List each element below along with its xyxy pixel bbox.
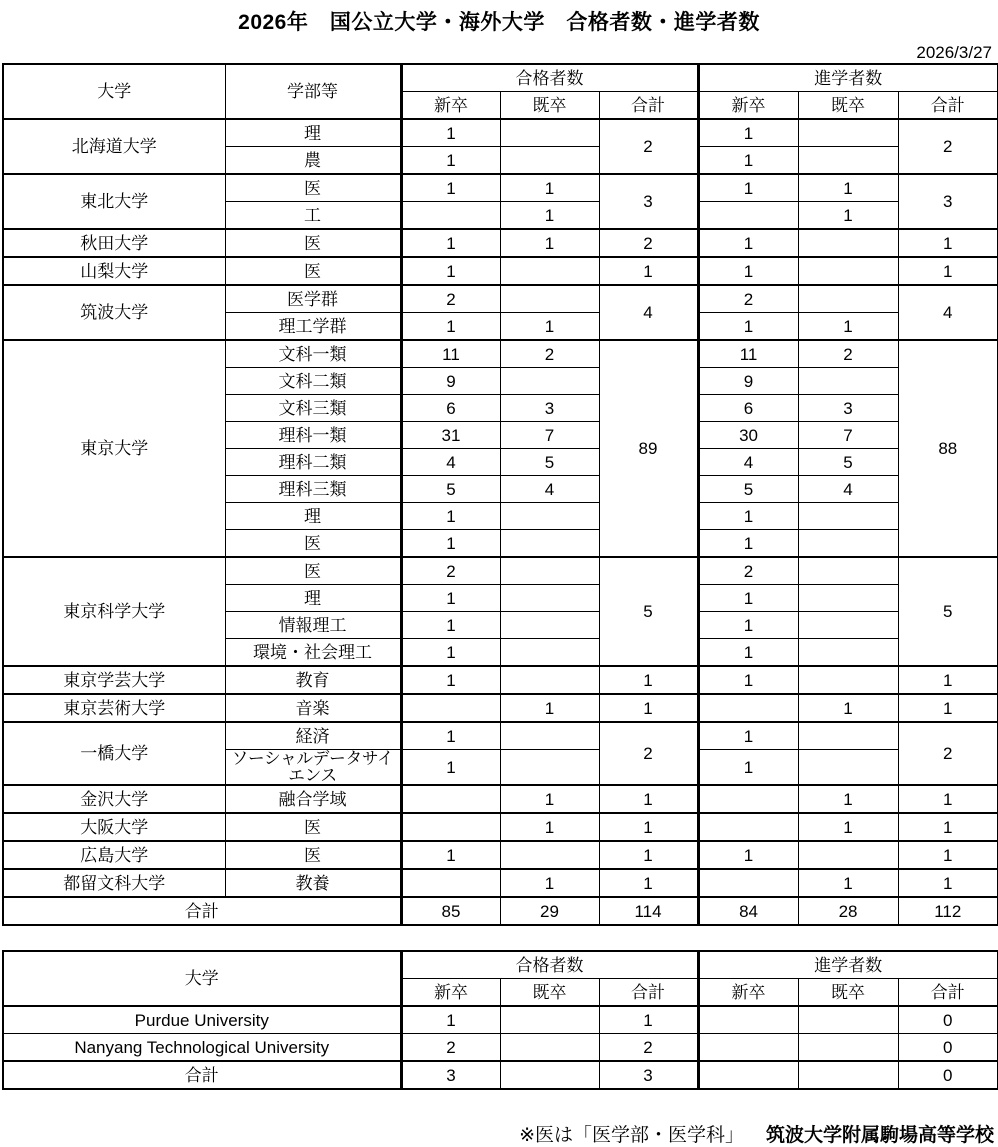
enrolled-past xyxy=(798,639,898,667)
accepted-past: 1 xyxy=(500,313,599,341)
faculty-name: 文科一類 xyxy=(225,340,401,368)
accepted-past xyxy=(500,750,599,786)
header-accepted-past: 既卒 xyxy=(500,92,599,120)
accepted-past xyxy=(500,585,599,612)
accepted-new xyxy=(401,785,500,813)
enrolled-total: 5 xyxy=(898,557,998,666)
university-name: 筑波大学 xyxy=(3,285,225,340)
enrolled-past: 3 xyxy=(798,395,898,422)
enrolled-past xyxy=(798,841,898,869)
accepted-total: 2 xyxy=(599,1034,698,1062)
faculty-name: 工 xyxy=(225,202,401,230)
accepted-new: 9 xyxy=(401,368,500,395)
accepted-new: 5 xyxy=(401,476,500,503)
footnote-note: ※医は「医学部・医学科」 xyxy=(519,1125,744,1147)
accepted-new: 1 xyxy=(401,750,500,786)
table-row xyxy=(3,694,998,722)
table-row xyxy=(3,813,998,841)
enrolled-past: 1 xyxy=(798,313,898,341)
accepted-past: 2 xyxy=(500,340,599,368)
enrolled-new xyxy=(698,869,798,897)
table1-total-row xyxy=(3,897,998,925)
table2-body xyxy=(3,1006,998,1061)
faculty-name: 文科三類 xyxy=(225,395,401,422)
faculty-name: 理 xyxy=(225,585,401,612)
enrolled-total: 1 xyxy=(898,257,998,285)
accepted-new: 2 xyxy=(401,1034,500,1062)
accepted-total: 1 xyxy=(599,869,698,897)
header-accepted-group: 合格者数 xyxy=(401,64,698,92)
accepted-past xyxy=(500,722,599,750)
enrolled-new xyxy=(698,694,798,722)
header-enrolled-total: 合計 xyxy=(898,92,998,120)
header2-accepted-past: 既卒 xyxy=(500,979,599,1007)
accepted-new: 4 xyxy=(401,449,500,476)
enrolled-new: 1 xyxy=(698,841,798,869)
accepted-past xyxy=(500,1006,599,1034)
enrolled-total: 1 xyxy=(898,229,998,257)
enrolled-past: 4 xyxy=(798,476,898,503)
table-spacer xyxy=(0,926,998,950)
accepted-past xyxy=(500,530,599,558)
enrolled-new: 6 xyxy=(698,395,798,422)
enrolled-total: 2 xyxy=(898,722,998,785)
faculty-name: 医 xyxy=(225,174,401,202)
faculty-name: 音楽 xyxy=(225,694,401,722)
enrolled-past xyxy=(798,1006,898,1034)
enrolled-past xyxy=(798,530,898,558)
faculty-name: 教育 xyxy=(225,666,401,694)
accepted-past: 1 xyxy=(500,174,599,202)
accepted-total: 2 xyxy=(599,229,698,257)
table1-foot xyxy=(3,897,998,925)
accepted-new: 1 xyxy=(401,639,500,667)
accepted-total: 3 xyxy=(599,174,698,229)
table-row xyxy=(3,557,998,585)
accepted-past: 7 xyxy=(500,422,599,449)
enrolled-total: 1 xyxy=(898,785,998,813)
enrolled-new: 1 xyxy=(698,503,798,530)
accepted-past xyxy=(500,119,599,147)
enrolled-new: 1 xyxy=(698,722,798,750)
accepted-new xyxy=(401,694,500,722)
enrolled-new: 5 xyxy=(698,476,798,503)
table2-head xyxy=(3,951,998,1006)
accepted-past xyxy=(500,257,599,285)
accepted-past: 1 xyxy=(500,785,599,813)
overseas-universities-table-wrap xyxy=(0,950,998,1090)
faculty-name: 経済 xyxy=(225,722,401,750)
enrolled-past xyxy=(798,257,898,285)
enrolled-past xyxy=(798,368,898,395)
header2-accepted-new: 新卒 xyxy=(401,979,500,1007)
enrolled-new: 1 xyxy=(698,530,798,558)
enrolled-new: 1 xyxy=(698,257,798,285)
table2-header-row-1 xyxy=(3,951,998,979)
accepted-new: 1 xyxy=(401,1006,500,1034)
enrolled-past xyxy=(798,229,898,257)
faculty-name: 理科二類 xyxy=(225,449,401,476)
table-row xyxy=(3,785,998,813)
table1-total-enrolled-new: 84 xyxy=(698,897,798,925)
table2-foot xyxy=(3,1061,998,1089)
university-name: 山梨大学 xyxy=(3,257,225,285)
university-name: 一橋大学 xyxy=(3,722,225,785)
table-row xyxy=(3,340,998,368)
faculty-name: 医 xyxy=(225,229,401,257)
enrolled-new: 1 xyxy=(698,612,798,639)
accepted-total: 1 xyxy=(599,257,698,285)
enrolled-new: 1 xyxy=(698,229,798,257)
table-row xyxy=(3,722,998,750)
enrolled-total: 88 xyxy=(898,340,998,557)
faculty-name: 理 xyxy=(225,503,401,530)
enrolled-past xyxy=(798,722,898,750)
enrolled-total: 1 xyxy=(898,666,998,694)
enrolled-past: 1 xyxy=(798,202,898,230)
accepted-past xyxy=(500,1034,599,1062)
accepted-past: 1 xyxy=(500,694,599,722)
header2-accepted-group: 合格者数 xyxy=(401,951,698,979)
domestic-universities-table-wrap xyxy=(0,63,998,926)
enrolled-total: 0 xyxy=(898,1034,998,1062)
faculty-name: 医 xyxy=(225,557,401,585)
enrolled-past: 1 xyxy=(798,694,898,722)
accepted-new: 1 xyxy=(401,313,500,341)
faculty-name: 医 xyxy=(225,257,401,285)
accepted-past xyxy=(500,666,599,694)
accepted-total: 5 xyxy=(599,557,698,666)
table-row xyxy=(3,285,998,313)
header2-enrolled-past: 既卒 xyxy=(798,979,898,1007)
header2-enrolled-new: 新卒 xyxy=(698,979,798,1007)
table2-total-accepted-total: 3 xyxy=(599,1061,698,1089)
faculty-name: 医学群 xyxy=(225,285,401,313)
accepted-new: 2 xyxy=(401,285,500,313)
table2-total-enrolled-new xyxy=(698,1061,798,1089)
table-row xyxy=(3,666,998,694)
accepted-new: 6 xyxy=(401,395,500,422)
table2-total-label: 合計 xyxy=(3,1061,401,1089)
enrolled-new: 4 xyxy=(698,449,798,476)
enrolled-past xyxy=(798,285,898,313)
university-name: 東京科学大学 xyxy=(3,557,225,666)
table-row xyxy=(3,174,998,202)
table1-total-accepted-past: 29 xyxy=(500,897,599,925)
footnote-school: 筑波大学附属駒場高等学校 xyxy=(765,1125,994,1147)
enrolled-past: 1 xyxy=(798,869,898,897)
accepted-past: 1 xyxy=(500,229,599,257)
accepted-new: 1 xyxy=(401,841,500,869)
accepted-past: 1 xyxy=(500,869,599,897)
header-enrolled-new: 新卒 xyxy=(698,92,798,120)
enrolled-past xyxy=(798,147,898,175)
table1-total-accepted-total: 114 xyxy=(599,897,698,925)
accepted-new: 1 xyxy=(401,530,500,558)
university-name: 東京学芸大学 xyxy=(3,666,225,694)
faculty-name: 理科三類 xyxy=(225,476,401,503)
accepted-past xyxy=(500,503,599,530)
enrolled-total: 2 xyxy=(898,119,998,174)
enrolled-new: 2 xyxy=(698,557,798,585)
accepted-past xyxy=(500,557,599,585)
accepted-total: 2 xyxy=(599,722,698,785)
enrolled-total: 1 xyxy=(898,869,998,897)
accepted-new xyxy=(401,813,500,841)
enrolled-new: 1 xyxy=(698,750,798,786)
accepted-past: 5 xyxy=(500,449,599,476)
university-name: 都留文科大学 xyxy=(3,869,225,897)
enrolled-new: 1 xyxy=(698,119,798,147)
university-name: 東京大学 xyxy=(3,340,225,557)
overseas-universities-table xyxy=(2,950,998,1090)
accepted-total: 1 xyxy=(599,785,698,813)
faculty-name: 融合学域 xyxy=(225,785,401,813)
accepted-past: 1 xyxy=(500,813,599,841)
faculty-name: 文科二類 xyxy=(225,368,401,395)
accepted-past: 3 xyxy=(500,395,599,422)
table-row xyxy=(3,841,998,869)
header-enrolled-group: 進学者数 xyxy=(698,64,998,92)
accepted-total: 4 xyxy=(599,285,698,340)
accepted-past xyxy=(500,841,599,869)
accepted-new: 1 xyxy=(401,666,500,694)
accepted-new: 1 xyxy=(401,174,500,202)
accepted-new: 11 xyxy=(401,340,500,368)
enrolled-total: 1 xyxy=(898,694,998,722)
enrolled-new: 9 xyxy=(698,368,798,395)
accepted-past: 4 xyxy=(500,476,599,503)
enrolled-new: 11 xyxy=(698,340,798,368)
accepted-new xyxy=(401,202,500,230)
report-date: 2026/3/27 xyxy=(916,43,992,63)
table-row xyxy=(3,229,998,257)
accepted-past xyxy=(500,147,599,175)
accepted-new: 2 xyxy=(401,557,500,585)
accepted-total: 2 xyxy=(599,119,698,174)
enrolled-new xyxy=(698,785,798,813)
enrolled-past xyxy=(798,585,898,612)
table2-total-enrolled-past xyxy=(798,1061,898,1089)
table1-header-row-1 xyxy=(3,64,998,92)
enrolled-past: 2 xyxy=(798,340,898,368)
faculty-name: 理 xyxy=(225,119,401,147)
faculty-name: 医 xyxy=(225,530,401,558)
table2-total-row xyxy=(3,1061,998,1089)
table-row xyxy=(3,1034,998,1062)
header2-enrolled-group: 進学者数 xyxy=(698,951,998,979)
accepted-past xyxy=(500,612,599,639)
header-accepted-total: 合計 xyxy=(599,92,698,120)
table1-total-label: 合計 xyxy=(3,897,401,925)
table2-total-accepted-past xyxy=(500,1061,599,1089)
enrolled-new xyxy=(698,202,798,230)
university: Nanyang Technological University xyxy=(3,1034,401,1062)
faculty-name: ソーシャルデータサイエンス xyxy=(227,750,399,786)
header-accepted-new: 新卒 xyxy=(401,92,500,120)
enrolled-new: 1 xyxy=(698,666,798,694)
faculty-name: 医 xyxy=(225,841,401,869)
accepted-new: 1 xyxy=(401,503,500,530)
enrolled-past: 5 xyxy=(798,449,898,476)
header2-university: 大学 xyxy=(3,951,401,1006)
enrolled-new: 1 xyxy=(698,313,798,341)
table2-total-enrolled-total: 0 xyxy=(898,1061,998,1089)
table1-total-accepted-new: 85 xyxy=(401,897,500,925)
enrolled-new: 1 xyxy=(698,585,798,612)
enrolled-total: 1 xyxy=(898,813,998,841)
page-title: 2026年 国公立大学・海外大学 合格者数・進学者数 xyxy=(238,11,760,34)
enrolled-total: 3 xyxy=(898,174,998,229)
accepted-new: 1 xyxy=(401,229,500,257)
domestic-universities-table xyxy=(2,63,998,926)
enrolled-past xyxy=(798,612,898,639)
enrolled-past: 1 xyxy=(798,174,898,202)
accepted-new: 1 xyxy=(401,147,500,175)
enrolled-past xyxy=(798,750,898,786)
university-name: 東北大学 xyxy=(3,174,225,229)
faculty-name: 理科一類 xyxy=(225,422,401,449)
university-name: 金沢大学 xyxy=(3,785,225,813)
header-enrolled-past: 既卒 xyxy=(798,92,898,120)
enrolled-past: 1 xyxy=(798,785,898,813)
table2-total-accepted-new: 3 xyxy=(401,1061,500,1089)
enrolled-new xyxy=(698,1034,798,1062)
enrolled-past xyxy=(798,1034,898,1062)
accepted-past xyxy=(500,368,599,395)
header2-accepted-total: 合計 xyxy=(599,979,698,1007)
accepted-new: 1 xyxy=(401,612,500,639)
enrolled-new: 1 xyxy=(698,174,798,202)
accepted-new: 1 xyxy=(401,585,500,612)
table1-body xyxy=(3,119,998,897)
enrolled-total: 1 xyxy=(898,841,998,869)
enrolled-past xyxy=(798,119,898,147)
university-name: 北海道大学 xyxy=(3,119,225,174)
header2-enrolled-total: 合計 xyxy=(898,979,998,1007)
university-name: 大阪大学 xyxy=(3,813,225,841)
accepted-total: 1 xyxy=(599,694,698,722)
enrolled-new: 1 xyxy=(698,639,798,667)
faculty-name: 情報理工 xyxy=(225,612,401,639)
table1-total-enrolled-total: 112 xyxy=(898,897,998,925)
accepted-new xyxy=(401,869,500,897)
accepted-total: 1 xyxy=(599,1006,698,1034)
enrolled-new: 2 xyxy=(698,285,798,313)
enrolled-new xyxy=(698,1006,798,1034)
enrolled-total: 0 xyxy=(898,1006,998,1034)
enrolled-new: 30 xyxy=(698,422,798,449)
enrolled-past xyxy=(798,503,898,530)
accepted-new: 31 xyxy=(401,422,500,449)
header-university: 大学 xyxy=(3,64,225,119)
enrolled-total: 4 xyxy=(898,285,998,340)
enrolled-new xyxy=(698,813,798,841)
accepted-total: 1 xyxy=(599,813,698,841)
university-name: 秋田大学 xyxy=(3,229,225,257)
table-row xyxy=(3,869,998,897)
faculty-name: 理工学群 xyxy=(225,313,401,341)
enrolled-past: 1 xyxy=(798,813,898,841)
table-row xyxy=(3,1006,998,1034)
enrolled-past xyxy=(798,557,898,585)
enrolled-new: 1 xyxy=(698,147,798,175)
table-row xyxy=(3,119,998,147)
enrolled-past: 7 xyxy=(798,422,898,449)
university-name: 東京芸術大学 xyxy=(3,694,225,722)
faculty-name: 教養 xyxy=(225,869,401,897)
faculty-name: 農 xyxy=(225,147,401,175)
accepted-new: 1 xyxy=(401,257,500,285)
university-name: 広島大学 xyxy=(3,841,225,869)
accepted-past xyxy=(500,285,599,313)
table-row xyxy=(3,257,998,285)
accepted-past: 1 xyxy=(500,202,599,230)
accepted-total: 1 xyxy=(599,666,698,694)
accepted-total: 1 xyxy=(599,841,698,869)
table1-total-enrolled-past: 28 xyxy=(798,897,898,925)
table1-head xyxy=(3,64,998,119)
accepted-past xyxy=(500,639,599,667)
accepted-new: 1 xyxy=(401,722,500,750)
accepted-total: 89 xyxy=(599,340,698,557)
university: Purdue University xyxy=(3,1006,401,1034)
faculty-name: 環境・社会理工 xyxy=(225,639,401,667)
enrolled-past xyxy=(798,666,898,694)
accepted-new: 1 xyxy=(401,119,500,147)
header-faculty: 学部等 xyxy=(225,64,401,119)
faculty-name: 医 xyxy=(225,813,401,841)
